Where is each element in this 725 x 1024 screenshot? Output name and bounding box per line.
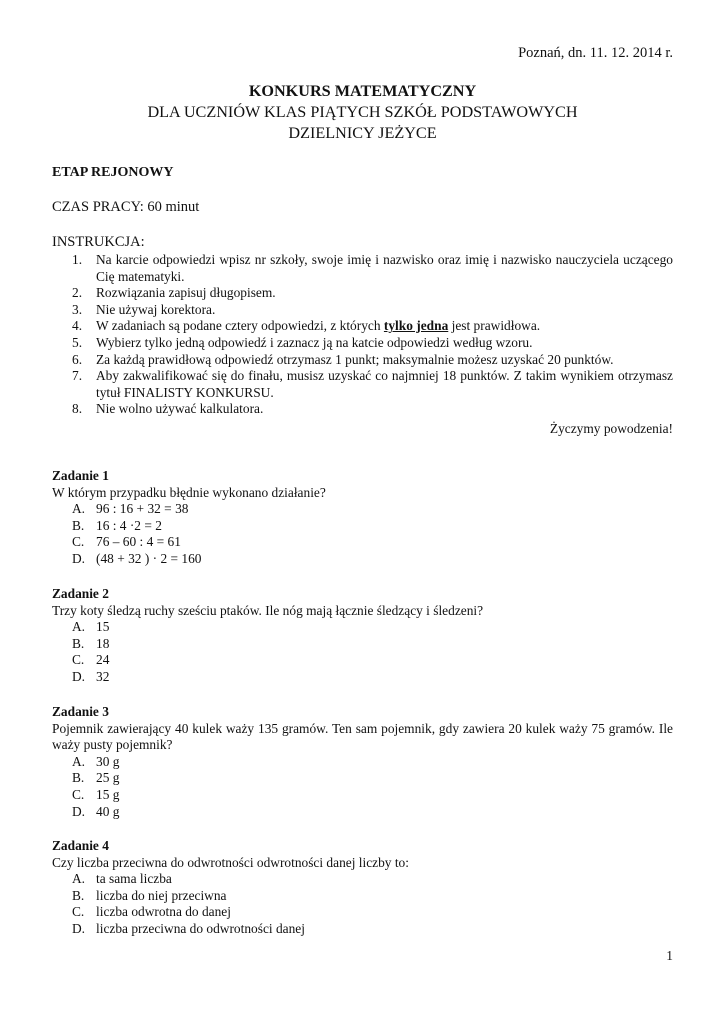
document-page	[52, 0, 673, 1024]
task-options	[52, 754, 673, 820]
instruction-item	[52, 302, 673, 319]
task-3	[52, 704, 673, 820]
option-letter: B.	[72, 887, 85, 903]
instruction-text: W zadaniach są podane cztery odpowiedzi, z których	[96, 318, 384, 334]
option-letter: D.	[72, 550, 86, 566]
answer-option	[52, 501, 673, 518]
task-options	[52, 871, 673, 937]
answer-option	[52, 787, 673, 804]
answer-option	[52, 754, 673, 771]
page-number: 1	[666, 948, 673, 963]
instruction-text: Aby zakwalifikować się do finału, musisz uzyskać co najmniej 18 punktów. Z takim wynikiem otrzymasz tytuł FINALISTY KONKURSU.	[96, 368, 673, 400]
instructions-list	[52, 252, 673, 418]
option-letter: C.	[72, 786, 85, 802]
instruction-text: jest prawidłowa.	[448, 318, 541, 334]
task-title: Zadanie 3	[52, 704, 109, 719]
option-text: 30 g	[96, 753, 120, 769]
answer-option	[52, 669, 673, 686]
task-options	[52, 501, 673, 567]
option-letter: A.	[72, 871, 86, 887]
instruction-item	[52, 252, 673, 285]
option-text: 24	[96, 652, 110, 668]
instruction-item	[52, 285, 673, 302]
task-question: W którym przypadku błędnie wykonano działanie?	[52, 484, 326, 500]
instruction-text: Za każdą prawidłową odpowiedź otrzymasz 1 punkt; maksymalnie możesz uzyskać 20 punktów.	[96, 351, 614, 367]
option-letter: A.	[72, 619, 86, 635]
title-line-1: KONKURS MATEMATYCZNY	[248, 82, 477, 100]
instruction-number: 4.	[72, 318, 83, 334]
option-letter: B.	[72, 770, 85, 786]
task-question: Pojemnik zawierający 40 kulek waży 135 gramów. Ten sam pojemnik, gdy zawiera 20 kulek waży 75 gramów. Ile waży pusty pojemnik?	[52, 720, 673, 753]
option-letter: D.	[72, 668, 86, 684]
option-text: liczba odwrotna do danej	[96, 904, 231, 920]
instruction-text: Na karcie odpowiedzi wpisz nr szkoły, swoje imię i nazwisko oraz imię i nazwisko nauczyciela uczącego Cię matematyki.	[96, 252, 673, 284]
option-letter: B.	[72, 517, 85, 533]
option-text: 96 : 16 + 32 = 38	[96, 501, 189, 517]
option-letter: A.	[72, 753, 86, 769]
option-text: 32	[96, 668, 110, 684]
emphasis-only-one: tylko jedna	[383, 318, 449, 334]
instruction-text: Wybierz tylko jedną odpowiedź i zaznacz ją na katcie odpowiedzi według wzoru.	[96, 334, 533, 350]
option-text: 18	[96, 635, 110, 651]
instruction-number: 1.	[72, 252, 83, 267]
option-text: liczba do niej przeciwna	[96, 887, 227, 903]
instruction-number: 5.	[72, 334, 83, 350]
option-text: (48 + 32 ) · 2 = 160	[96, 550, 202, 566]
answer-option	[52, 619, 673, 636]
answer-option	[52, 871, 673, 888]
instruction-item	[52, 368, 673, 401]
date-line: Poznań, dn. 11. 12. 2014 r.	[518, 45, 673, 61]
option-text: 15	[96, 619, 110, 635]
option-letter: D.	[72, 803, 86, 819]
instruction-item	[52, 335, 673, 352]
instruction-number: 2.	[72, 285, 83, 301]
option-text: 25 g	[96, 770, 120, 786]
answer-option	[52, 636, 673, 653]
instruction-number: 7.	[72, 368, 83, 384]
option-text: 16 : 4 ·2 = 2	[96, 517, 162, 533]
task-2	[52, 586, 673, 686]
answer-option	[52, 770, 673, 787]
option-letter: C.	[72, 652, 85, 668]
task-4	[52, 838, 673, 938]
option-text: liczba przeciwna do odwrotności danej	[96, 920, 305, 936]
option-text: ta sama liczba	[96, 871, 172, 887]
good-luck-text: Życzymy powodzenia!	[549, 421, 673, 436]
instruction-number: 8.	[72, 401, 83, 417]
option-letter: B.	[72, 635, 85, 651]
title-block	[52, 81, 673, 144]
option-text: 40 g	[96, 803, 120, 819]
title-line-3: DZIELNICY JEŻYCE	[288, 124, 437, 142]
task-title: Zadanie 4	[52, 838, 109, 853]
option-letter: D.	[72, 920, 86, 936]
task-title: Zadanie 2	[52, 586, 109, 601]
instruction-item	[52, 318, 673, 335]
answer-option	[52, 534, 673, 551]
instruction-item	[52, 352, 673, 369]
answer-option	[52, 921, 673, 938]
instruction-number: 6.	[72, 351, 83, 367]
instruction-number: 3.	[72, 301, 83, 317]
task-question: Trzy koty śledzą ruchy sześciu ptaków. Ile nóg mają łącznie śledzący i śledzeni?	[52, 602, 484, 618]
answer-option	[52, 652, 673, 669]
instruction-text: Nie używaj korektora.	[96, 301, 216, 317]
answer-option	[52, 888, 673, 905]
answer-option	[52, 551, 673, 568]
instruction-item	[52, 401, 673, 418]
task-question: Czy liczba przeciwna do odwrotności odwrotności danej liczby to:	[52, 854, 409, 870]
instructions-heading: INSTRUKCJA:	[52, 234, 145, 250]
task-title: Zadanie 1	[52, 468, 109, 483]
task-options	[52, 619, 673, 685]
title-line-2: DLA UCZNIÓW KLAS PIĄTYCH SZKÓŁ PODSTAWOWYCH	[147, 103, 578, 121]
answer-option	[52, 804, 673, 821]
work-time: CZAS PRACY: 60 minut	[52, 199, 200, 215]
answer-option	[52, 518, 673, 535]
option-text: 76 – 60 : 4 = 61	[96, 534, 181, 550]
task-1	[52, 468, 673, 568]
instruction-text: Rozwiązania zapisuj długopisem.	[96, 285, 276, 301]
option-letter: C.	[72, 534, 85, 550]
option-text: 15 g	[96, 786, 120, 802]
option-letter: A.	[72, 501, 86, 517]
answer-option	[52, 904, 673, 921]
option-letter: C.	[72, 904, 85, 920]
instruction-text: Nie wolno używać kalkulatora.	[96, 401, 264, 417]
stage-heading: ETAP REJONOWY	[52, 165, 174, 180]
